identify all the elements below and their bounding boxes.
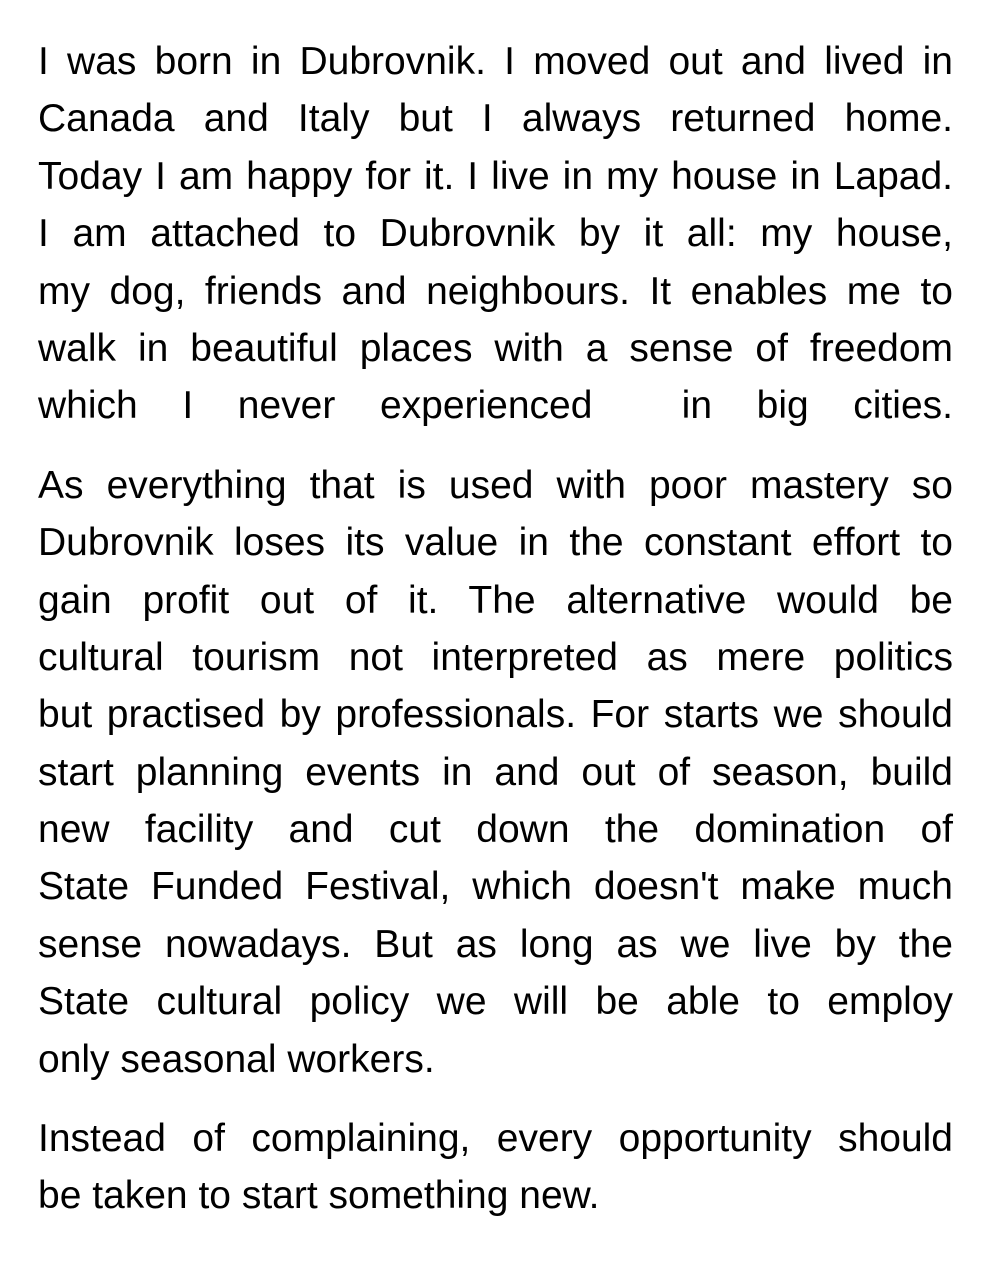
text-line: I was born in Dubrovnik. I moved out and lived in: [38, 40, 953, 83]
text-line: which I never experienced in big cities.: [38, 384, 953, 428]
paragraph-1: [38, 33, 953, 435]
paragraph-2: [38, 457, 953, 1088]
text-line: Today I am happy for it. I live in my house in Lapad.: [38, 154, 953, 198]
text-line: my dog, friends and neighbours. It enables me to: [38, 269, 953, 313]
text-line: sense nowadays. But as long as we live by the: [38, 922, 953, 966]
text-line: As everything that is used with poor mastery so: [38, 463, 953, 507]
text-line: cultural tourism not interpreted as mere politics: [38, 635, 953, 679]
text-line: be taken to start something new.: [38, 1174, 600, 1218]
text-line: State cultural policy we will be able to employ: [38, 980, 953, 1024]
text-line: walk in beautiful places with a sense of freedom: [38, 326, 953, 370]
paragraph-3: [38, 1110, 953, 1225]
text-line: State Funded Festival, which doesn't make much: [38, 865, 953, 909]
text-line: but practised by professionals. For starts we should: [38, 693, 953, 737]
text-line: only seasonal workers.: [38, 1037, 435, 1081]
text-line: gain profit out of it. The alternative would be: [38, 578, 953, 622]
text-line: I am attached to Dubrovnik by it all: my house,: [38, 212, 953, 256]
text-line: Instead of complaining, every opportunity should: [38, 1117, 953, 1161]
text-line: Dubrovnik loses its value in the constant effort to: [38, 521, 953, 565]
text-line: Canada and Italy but I always returned home.: [38, 97, 953, 141]
text-line: start planning events in and out of season, build: [38, 750, 953, 794]
text-line: new facility and cut down the domination of: [38, 808, 953, 852]
